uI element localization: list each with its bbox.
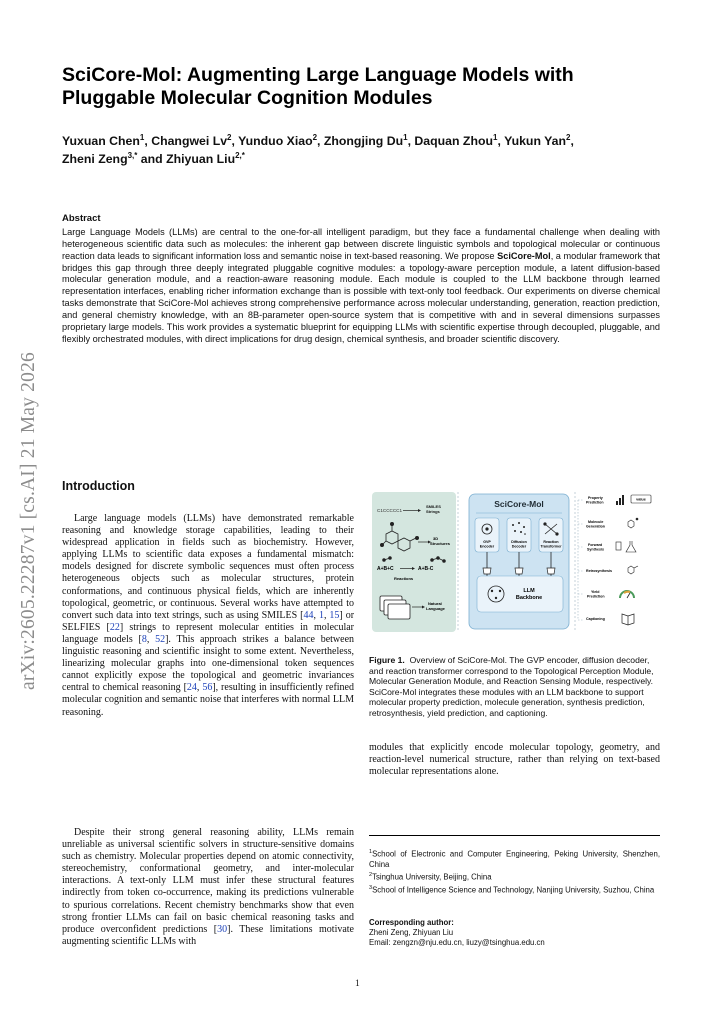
- paragraph-text: ]. This approach strikes a balance between linguistic reasoning and scientific insight to some extent. Nevertheless, linearizing molecular graphs into one-dimensional token sequences cannot explicitly expose the topological and geometric invariances central to chemical reasoning [: [62, 633, 355, 694]
- paragraph-text: ,: [146, 633, 156, 645]
- page-number: 1: [355, 979, 360, 989]
- input-language-label-1: Natural: [428, 601, 442, 606]
- bar-chart-icon: [616, 495, 624, 505]
- flask-icon: [616, 541, 636, 552]
- arxiv-identifier: arXiv:2605.22287v1 [cs.AI] 21 May 2026: [18, 352, 39, 690]
- paragraph-text: ]. These limitations motivate augmenting scientific LLMs with: [62, 923, 354, 947]
- paper-title: [62, 64, 662, 110]
- gvp-encoder-label-1: GVP: [483, 540, 491, 544]
- input-3d-label-1: 3D: [433, 536, 439, 541]
- reaction-formula-left: A+B+C: [377, 566, 394, 572]
- output-property-label-2: Prediction: [586, 500, 604, 505]
- footnote-divider: [369, 835, 660, 836]
- footnote-mark: 2: [369, 872, 373, 878]
- figure-1-caption: [369, 655, 660, 719]
- figure-caption-label: Figure 1.: [369, 655, 405, 665]
- author-separator: ,: [570, 134, 574, 148]
- output-retrosynthesis-label: Retrosynthesis: [586, 569, 612, 573]
- corresponding-author-heading: Corresponding author:: [369, 918, 454, 927]
- author-affiliation-mark: 3,*: [127, 150, 138, 160]
- reaction-transformer-label-2: Transformer: [540, 544, 562, 549]
- output-captioning-label: Captioning: [586, 617, 605, 621]
- author-name: Yunduo Xiao: [238, 134, 313, 148]
- paragraph-text: Large language models (LLMs) have demonstrated remarkable reasoning and knowledge storage capabilities, leading to their widespread application in fields such as biochemistry. However, applying LLMs to scientific data exposes a fundamental mismatch: models designed for discrete symbolic sequences must often process heterogeneous objects such as molecular structures, protein conformations, and continuous physical fields, which are inherently topological, geometric, or continuous. Several works have attempted to convert such data into text strings, such as using SMILES [: [62, 513, 354, 621]
- llm-backbone-box: [477, 576, 563, 612]
- author-affiliation-mark: 2: [566, 132, 571, 142]
- reaction-formula-right: A+B-C: [418, 566, 434, 572]
- author-affiliation-mark: 1: [492, 132, 498, 142]
- author-separator: ,: [497, 134, 505, 148]
- output-generation-label-1: Molecule: [588, 520, 604, 524]
- affiliation-footnotes: [369, 847, 660, 896]
- output-bracket: [578, 500, 583, 620]
- author-affiliation-mark: 2: [227, 132, 232, 142]
- citation-link[interactable]: 30: [217, 923, 228, 935]
- llm-backbone-label-2: Backbone: [515, 595, 543, 601]
- llm-backbone-label-1: LLM: [523, 588, 535, 594]
- abstract-heading: Abstract: [62, 213, 101, 224]
- author-separator: ,: [407, 134, 415, 148]
- title-line-2: Pluggable Molecular Cognition Modules: [62, 87, 433, 109]
- input-3d-label-2: Structures: [430, 541, 451, 546]
- citation-link[interactable]: 52: [155, 633, 166, 645]
- output-property-label-1: Property: [588, 496, 603, 500]
- author-separator: ,: [144, 134, 152, 148]
- citation-link[interactable]: 15: [329, 609, 340, 621]
- author-affiliation-mark: 2,*: [235, 150, 245, 160]
- book-icon: [622, 614, 634, 625]
- intro-paragraph-1: [62, 513, 354, 719]
- intro-paragraph-2: [62, 827, 354, 948]
- author-separator: ,: [231, 134, 239, 148]
- affiliation-footnote: [369, 847, 660, 870]
- abstract-method-name: SciCore-Mol: [497, 250, 551, 261]
- figure-1-overview-diagram: [372, 492, 655, 632]
- citation-link[interactable]: 24: [186, 682, 197, 694]
- value-label: value: [636, 497, 646, 502]
- author-name: Zhongjing Du: [323, 134, 404, 148]
- abstract-text-part-2: , a modular framework that bridges this gap through three deeply integrated pluggable cognitive modules: a topology-aware perception module, a latent diffusion-based molecular generation module, and a reaction-aware reasoning module. Each module is coupled to the LLM backbone through learned representation interfaces, enabling richer information exchange than is possible with text-only tool feedback. Our experiments on diverse chemical tasks demonstrate that SciCore-Mol achieves strong comprehensive performance across molecular understanding, generation, reaction prediction, and general chemistry knowledge, with an 8B-parameter open-source system that is competitive with and in several dimensions surpasses proprietary large models. This work provides a systematic blueprint for equipping LLMs with scientific expertise through decoupled, pluggable, and flexibly orchestrated modules, with direct implications for drug design, chemical synthesis, and broader scientific discovery.: [62, 250, 660, 344]
- output-forward-label-1: Forward: [588, 543, 603, 547]
- diffusion-decoder-label-1: Diffusion: [511, 540, 527, 544]
- intro-paragraph-1-text: [62, 513, 354, 719]
- paragraph-text: ] strings to represent molecular entities in molecular language models [: [62, 621, 355, 645]
- output-yield-label-1: Yield: [591, 590, 600, 594]
- author-list: [62, 132, 672, 168]
- author-name: Zheni Zeng: [62, 152, 128, 166]
- gvp-encoder-icon-core: [485, 527, 488, 530]
- diffusion-decoder-label-2: Decoder: [511, 544, 527, 549]
- footnote-text: School of Electronic and Computer Engineering, Peking University, Shenzhen, China: [369, 849, 660, 869]
- citation-link[interactable]: 44: [303, 609, 314, 621]
- gvp-encoder-label-2: Encoder: [479, 544, 495, 549]
- abstract-text-part-1: Large Language Models (LLMs) are central to the one-for-all intelligent paradigm, but they face a fundamental challenge when dealing with heterogeneous scientific data such as molecules: the inherent gap between discrete linguistic symbols and topological molecular or continuous reaction data leads to significant information loss and semantic noise in text-based reasoning. We propose: [62, 227, 660, 261]
- author-affiliation-mark: 1: [139, 132, 145, 142]
- footnote-mark: 1: [369, 849, 373, 855]
- citation-link[interactable]: 56: [202, 682, 213, 694]
- output-forward-label-2: Synthesis: [587, 547, 604, 552]
- author-separator: ,: [317, 134, 324, 148]
- author-affiliation-mark: 2: [312, 132, 318, 142]
- citation-link[interactable]: 8: [141, 633, 147, 645]
- paragraph-text: ,: [313, 609, 319, 621]
- affiliation-footnote: [369, 883, 660, 896]
- footnote-mark: 3: [369, 884, 373, 891]
- molecule-generation-icon: [628, 518, 638, 528]
- footnote-text: School of Intelligence Science and Technology, Nanjing University, Suzhou, China: [372, 885, 655, 895]
- affiliation-footnote: [369, 870, 660, 883]
- abstract-text: [62, 227, 660, 345]
- input-smiles-label-2: Strings: [426, 509, 440, 514]
- paragraph-text: ] or SELFIES [: [62, 609, 355, 633]
- gauge-icon: [620, 591, 634, 598]
- author-name: Daquan Zhou: [414, 134, 493, 148]
- corresponding-author-block: [369, 918, 660, 949]
- intro-paragraph-continued: modules that explicitly encode molecular topology, geometry, and reaction-level numerical structure, rather than relying on text-based molecular representations alone.: [369, 742, 660, 778]
- output-generation-label-2: Generation: [586, 524, 605, 529]
- author-name: Yukun Yan: [504, 134, 567, 148]
- section-heading-introduction: Introduction: [62, 479, 135, 493]
- input-reactions-label: Reactions: [394, 576, 414, 581]
- paragraph-text: ,: [323, 609, 330, 621]
- corresponding-author-email: Email: zengzn@nju.edu.cn, liuzy@tsinghua.edu.cn: [369, 938, 545, 948]
- output-yield-label-2: Prediction: [587, 594, 605, 599]
- author-separator: and: [137, 152, 167, 166]
- paragraph-text: ,: [196, 682, 203, 694]
- author-name: Changwei Lv: [151, 134, 228, 148]
- retrosynthesis-icon: [628, 566, 638, 574]
- citation-link[interactable]: 1: [318, 609, 324, 621]
- smiles-example: C1CCCCC1: [377, 508, 403, 513]
- paragraph-text: Despite their strong general reasoning ability, LLMs remain unreliable as universal scientific solvers in structure-sensitive domains such as chemistry. Molecular properties depend on atomic connectivity, stereochemistry, conformational geometry, and inter-molecular interactions. A text-only LLM must infer these structural features indirectly from token co-occurrence, making its predictions vulnerable to spurious correlations. Recent chemistry benchmarks show that even strong frontier LLMs can fail on basic chemical reasoning tasks and produce overconfident predictions [: [62, 827, 354, 935]
- corresponding-author-names: Zheni Zeng, Zhiyuan Liu: [369, 928, 454, 938]
- footnote-text: Tsinghua University, Beijing, China: [372, 872, 492, 882]
- author-name: Zhiyuan Liu: [166, 152, 236, 166]
- author-name: Yuxuan Chen: [62, 134, 140, 148]
- title-line-1: SciCore-Mol: Augmenting Large Language Models with: [62, 64, 574, 86]
- citation-link[interactable]: 22: [109, 621, 120, 633]
- input-smiles-label-1: SMILES: [426, 504, 441, 509]
- intro-paragraph-2-text: [62, 827, 354, 948]
- reaction-transformer-label-1: Reaction: [543, 540, 559, 544]
- figure-caption-text: Overview of SciCore-Mol. The GVP encoder, diffusion decoder, and reaction transformer correspond to the Topological Perception Module, Molecular Generation Module, and Reaction Sensing Module, respectively. SciCore-Mol integrates these modules with an LLM backbone to support molecular property prediction, molecule generation, synthesis prediction, retrosynthesis, yield prediction, and captioning.: [369, 655, 654, 718]
- input-language-label-2: Language: [426, 606, 445, 611]
- paragraph-text: ], resulting in insufficiently refined molecular cognition and semantic noise that interferes with normal LLM reasoning.: [62, 682, 354, 718]
- scicore-mol-title: SciCore-Mol: [494, 499, 544, 509]
- author-affiliation-mark: 1: [403, 132, 408, 142]
